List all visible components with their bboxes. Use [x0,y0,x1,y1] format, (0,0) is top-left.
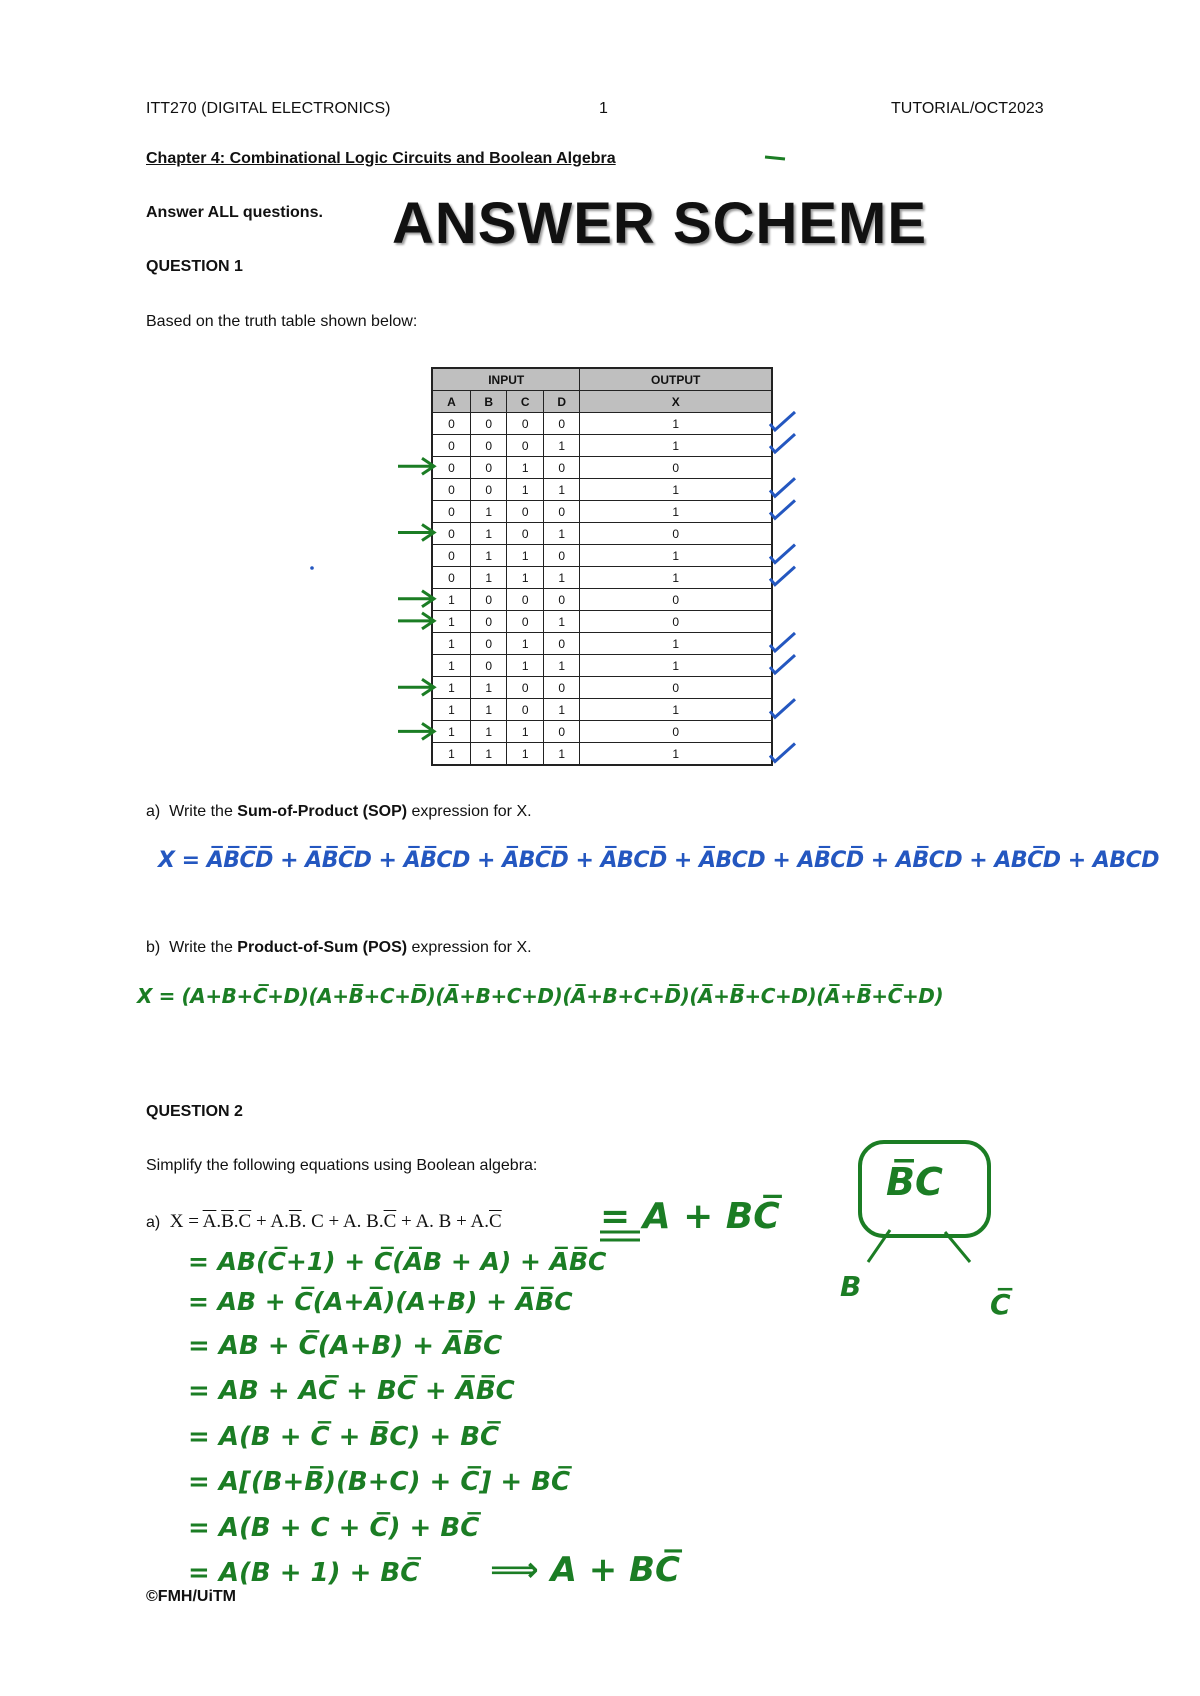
row-tick-icon [770,655,795,673]
side-note-branches [868,1230,970,1262]
row-tick-icon [770,633,795,651]
table-cell: 1 [432,743,470,766]
question-1a-pre: Write the [169,803,238,820]
table-cell: 1 [470,699,507,721]
table-cell: 1 [432,633,470,655]
table-cell: 0 [580,677,772,699]
table-cell: 1 [543,743,580,766]
pos-answer: X = (A+B+C̅+D)(A+B̅+C+D̅)(A̅+B+C+D)(A̅+B+C+D̅)(A̅+B̅+C+D)(A̅+B̅+C̅+D) [137,984,944,1008]
row-tick-icon [770,699,795,717]
column-header: X [580,391,772,413]
row-ticks [770,412,795,762]
question-1b-post: expression for X. [407,939,532,956]
simplification-step: = A(B + 1) + BC̅ [188,1558,420,1588]
eq-term-c-bar: $\overline{C}$ [238,1211,252,1232]
simplification-step: = A(B + C̅ + B̅C) + BC̅ [188,1422,500,1452]
table-cell: 1 [543,567,580,589]
table-cell: 1 [543,435,580,457]
column-header: A [432,391,470,413]
table-cell: 0 [507,501,544,523]
table-cell: 0 [543,677,580,699]
eq-term-b-bar-2: $\overline{B}$ [288,1211,302,1232]
simplification-step: = AB + AC̅ + BC̅ + A̅B̅C [188,1376,515,1406]
column-header: B [470,391,507,413]
stray-dot [310,566,314,570]
table-cell: 1 [507,721,544,743]
chapter-title: Chapter 4: Combinational Logic Circuits and Boolean Algebra [146,150,616,167]
eq-term-a: A. [270,1211,289,1232]
table-cell: 0 [580,611,772,633]
instruction: Answer ALL questions. [146,204,323,221]
output-group-header: OUTPUT [580,368,772,391]
table-cell: 1 [580,567,772,589]
eq-term-c-bar-3: $\overline{C}$ [489,1211,502,1232]
row-tick-icon [770,478,795,496]
table-cell: 1 [470,677,507,699]
column-header: D [543,391,580,413]
table-cell: 1 [543,611,580,633]
table-cell: 0 [432,457,470,479]
row-tick-icon [770,545,795,563]
page-number: 1 [599,100,608,117]
row-tick-icon [770,434,795,452]
table-cell: 1 [507,633,544,655]
final-answer: ⟹ A + BC̅ [490,1550,680,1590]
table-cell: 0 [432,501,470,523]
table-cell: 0 [432,545,470,567]
table-cell: 0 [432,479,470,501]
table-cell: 1 [507,655,544,677]
row-arrows [398,458,434,739]
question-1-heading: QUESTION 1 [146,258,243,275]
eq-term-ab-2: A. B [415,1211,452,1232]
table-cell: 0 [470,611,507,633]
table-cell: 0 [507,413,544,435]
row-arrow-icon [398,679,434,695]
row-arrow-icon [398,525,434,541]
table-cell: 1 [580,501,772,523]
table-cell: 1 [543,655,580,677]
row-tick-icon [770,744,795,762]
eq-term-a-bar: $\overline{A}$ [202,1211,217,1232]
row-arrow-icon [398,458,434,474]
table-cell: 0 [507,589,544,611]
input-group-header: INPUT [432,368,580,391]
question-1a-post: expression for X. [407,803,532,820]
table-cell: 1 [470,721,507,743]
row-tick-icon [770,412,795,430]
eq-term-b-bar: $\overline{B}$ [221,1211,234,1232]
table-cell: 0 [432,413,470,435]
table-cell: 1 [580,479,772,501]
course-code: ITT270 (DIGITAL ELECTRONICS) [146,100,391,117]
table-cell: 0 [470,479,507,501]
simplification-step: = AB + C̅(A+B) + A̅B̅C [188,1331,503,1361]
table-cell: 1 [507,545,544,567]
eq-lhs: X = [169,1211,199,1232]
table-cell: 0 [543,721,580,743]
table-cell: 0 [432,523,470,545]
table-cell: 0 [580,523,772,545]
green-tick-mark [765,157,785,159]
table-cell: 1 [432,655,470,677]
question-2-heading: QUESTION 2 [146,1103,243,1120]
table-cell: 0 [543,589,580,611]
table-cell: 0 [507,611,544,633]
table-cell: 0 [470,457,507,479]
table-cell: 1 [543,523,580,545]
table-cell: 1 [432,611,470,633]
question-1b-bold: Product-of-Sum (POS) [237,939,408,956]
simplification-step: = A[(B+B̅)(B+C) + C̅] + BC̅ [188,1467,571,1497]
table-cell: 1 [543,699,580,721]
question-1a-label: a) [146,803,161,820]
table-cell: 1 [580,545,772,567]
row-tick-icon [770,567,795,585]
tutorial-code: TUTORIAL/OCT2023 [891,100,1044,117]
question-2a-equation: a) $X = \overline{A}.\overline{B}.\overline{C} + A.\overline{B}$. C + A. $B.\overline{C} + A$. $B + A.\overline{C}$ [146,1211,502,1232]
table-cell: 1 [507,567,544,589]
table-cell: 1 [580,743,772,766]
table-cell: 0 [543,501,580,523]
table-cell: 1 [507,457,544,479]
footer-copyright: ©FMH/UiTM [146,1588,236,1605]
table-cell: 1 [543,479,580,501]
table-cell: 1 [432,721,470,743]
side-note-c: C̅ [990,1288,1011,1321]
eq-term-ab: A. B. [342,1211,384,1232]
eq-term-c-bar-2: $\overline{C}$ [383,1211,397,1232]
table-cell: 0 [470,655,507,677]
simplification-step: = AB + C̅(A+A̅)(A+B) + A̅B̅C [188,1287,573,1316]
simplification-step: = A(B + C + C̅) + BC̅ [188,1513,480,1543]
table-cell: 1 [470,567,507,589]
table-cell: 0 [470,633,507,655]
table-cell: 1 [432,589,470,611]
table-cell: 0 [580,589,772,611]
eq-term-c: . C [301,1211,324,1232]
table-cell: 0 [543,457,580,479]
side-note-term: B̅C [886,1160,943,1204]
table-cell: 1 [580,655,772,677]
table-cell: 0 [580,457,772,479]
table-cell: 0 [470,435,507,457]
column-header: C [507,391,544,413]
sop-answer: X = A̅B̅C̅D̅ + A̅B̅C̅D + A̅B̅CD + A̅BC̅D̅ + A̅BCD̅ + A̅BCD + AB̅CD̅ + AB̅CD + ABC̅D + ABCD [158,848,1160,873]
table-cell: 1 [580,435,772,457]
question-1b-label: b) [146,939,161,956]
question-2a-label: a) [146,1214,161,1231]
table-cell: 0 [507,523,544,545]
question-1a-bold: Sum-of-Product (SOP) [237,803,408,820]
table-cell: 0 [543,413,580,435]
row-arrow-icon [398,723,434,739]
question-1b-pre: Write the [169,939,238,956]
table-cell: 0 [543,633,580,655]
table-cell: 0 [470,413,507,435]
table-cell: 0 [470,589,507,611]
table-cell: 1 [580,633,772,655]
table-cell: 1 [580,413,772,435]
table-cell: 1 [507,479,544,501]
question-2a-answer: = A + BC̅ [600,1196,780,1237]
row-arrow-icon [398,591,434,607]
table-cell: 1 [432,677,470,699]
table-cell: 1 [470,523,507,545]
table-cell: 1 [432,699,470,721]
side-note-b: B [840,1270,862,1303]
table-cell: 0 [543,545,580,567]
table-cell: 0 [432,567,470,589]
table-cell: 0 [432,435,470,457]
eq-term-a-2: A. [470,1211,490,1232]
question-2-intro: Simplify the following equations using Boolean algebra: [146,1157,538,1174]
table-cell: 0 [507,699,544,721]
answer-scheme-banner: ANSWER SCHEME [392,191,928,256]
table-cell: 1 [470,743,507,766]
equals-sign-icon [600,1232,640,1240]
table-cell: 0 [507,677,544,699]
table-cell: 1 [507,743,544,766]
table-cell: 1 [470,545,507,567]
table-cell: 1 [580,699,772,721]
row-tick-icon [770,500,795,518]
simplification-step: = AB(C̅+1) + C̅(A̅B + A) + A̅B̅C [188,1247,607,1276]
question-1-intro: Based on the truth table shown below: [146,313,418,330]
table-cell: 1 [470,501,507,523]
table-cell: 0 [507,435,544,457]
row-arrow-icon [398,613,434,629]
table-cell: 0 [580,721,772,743]
